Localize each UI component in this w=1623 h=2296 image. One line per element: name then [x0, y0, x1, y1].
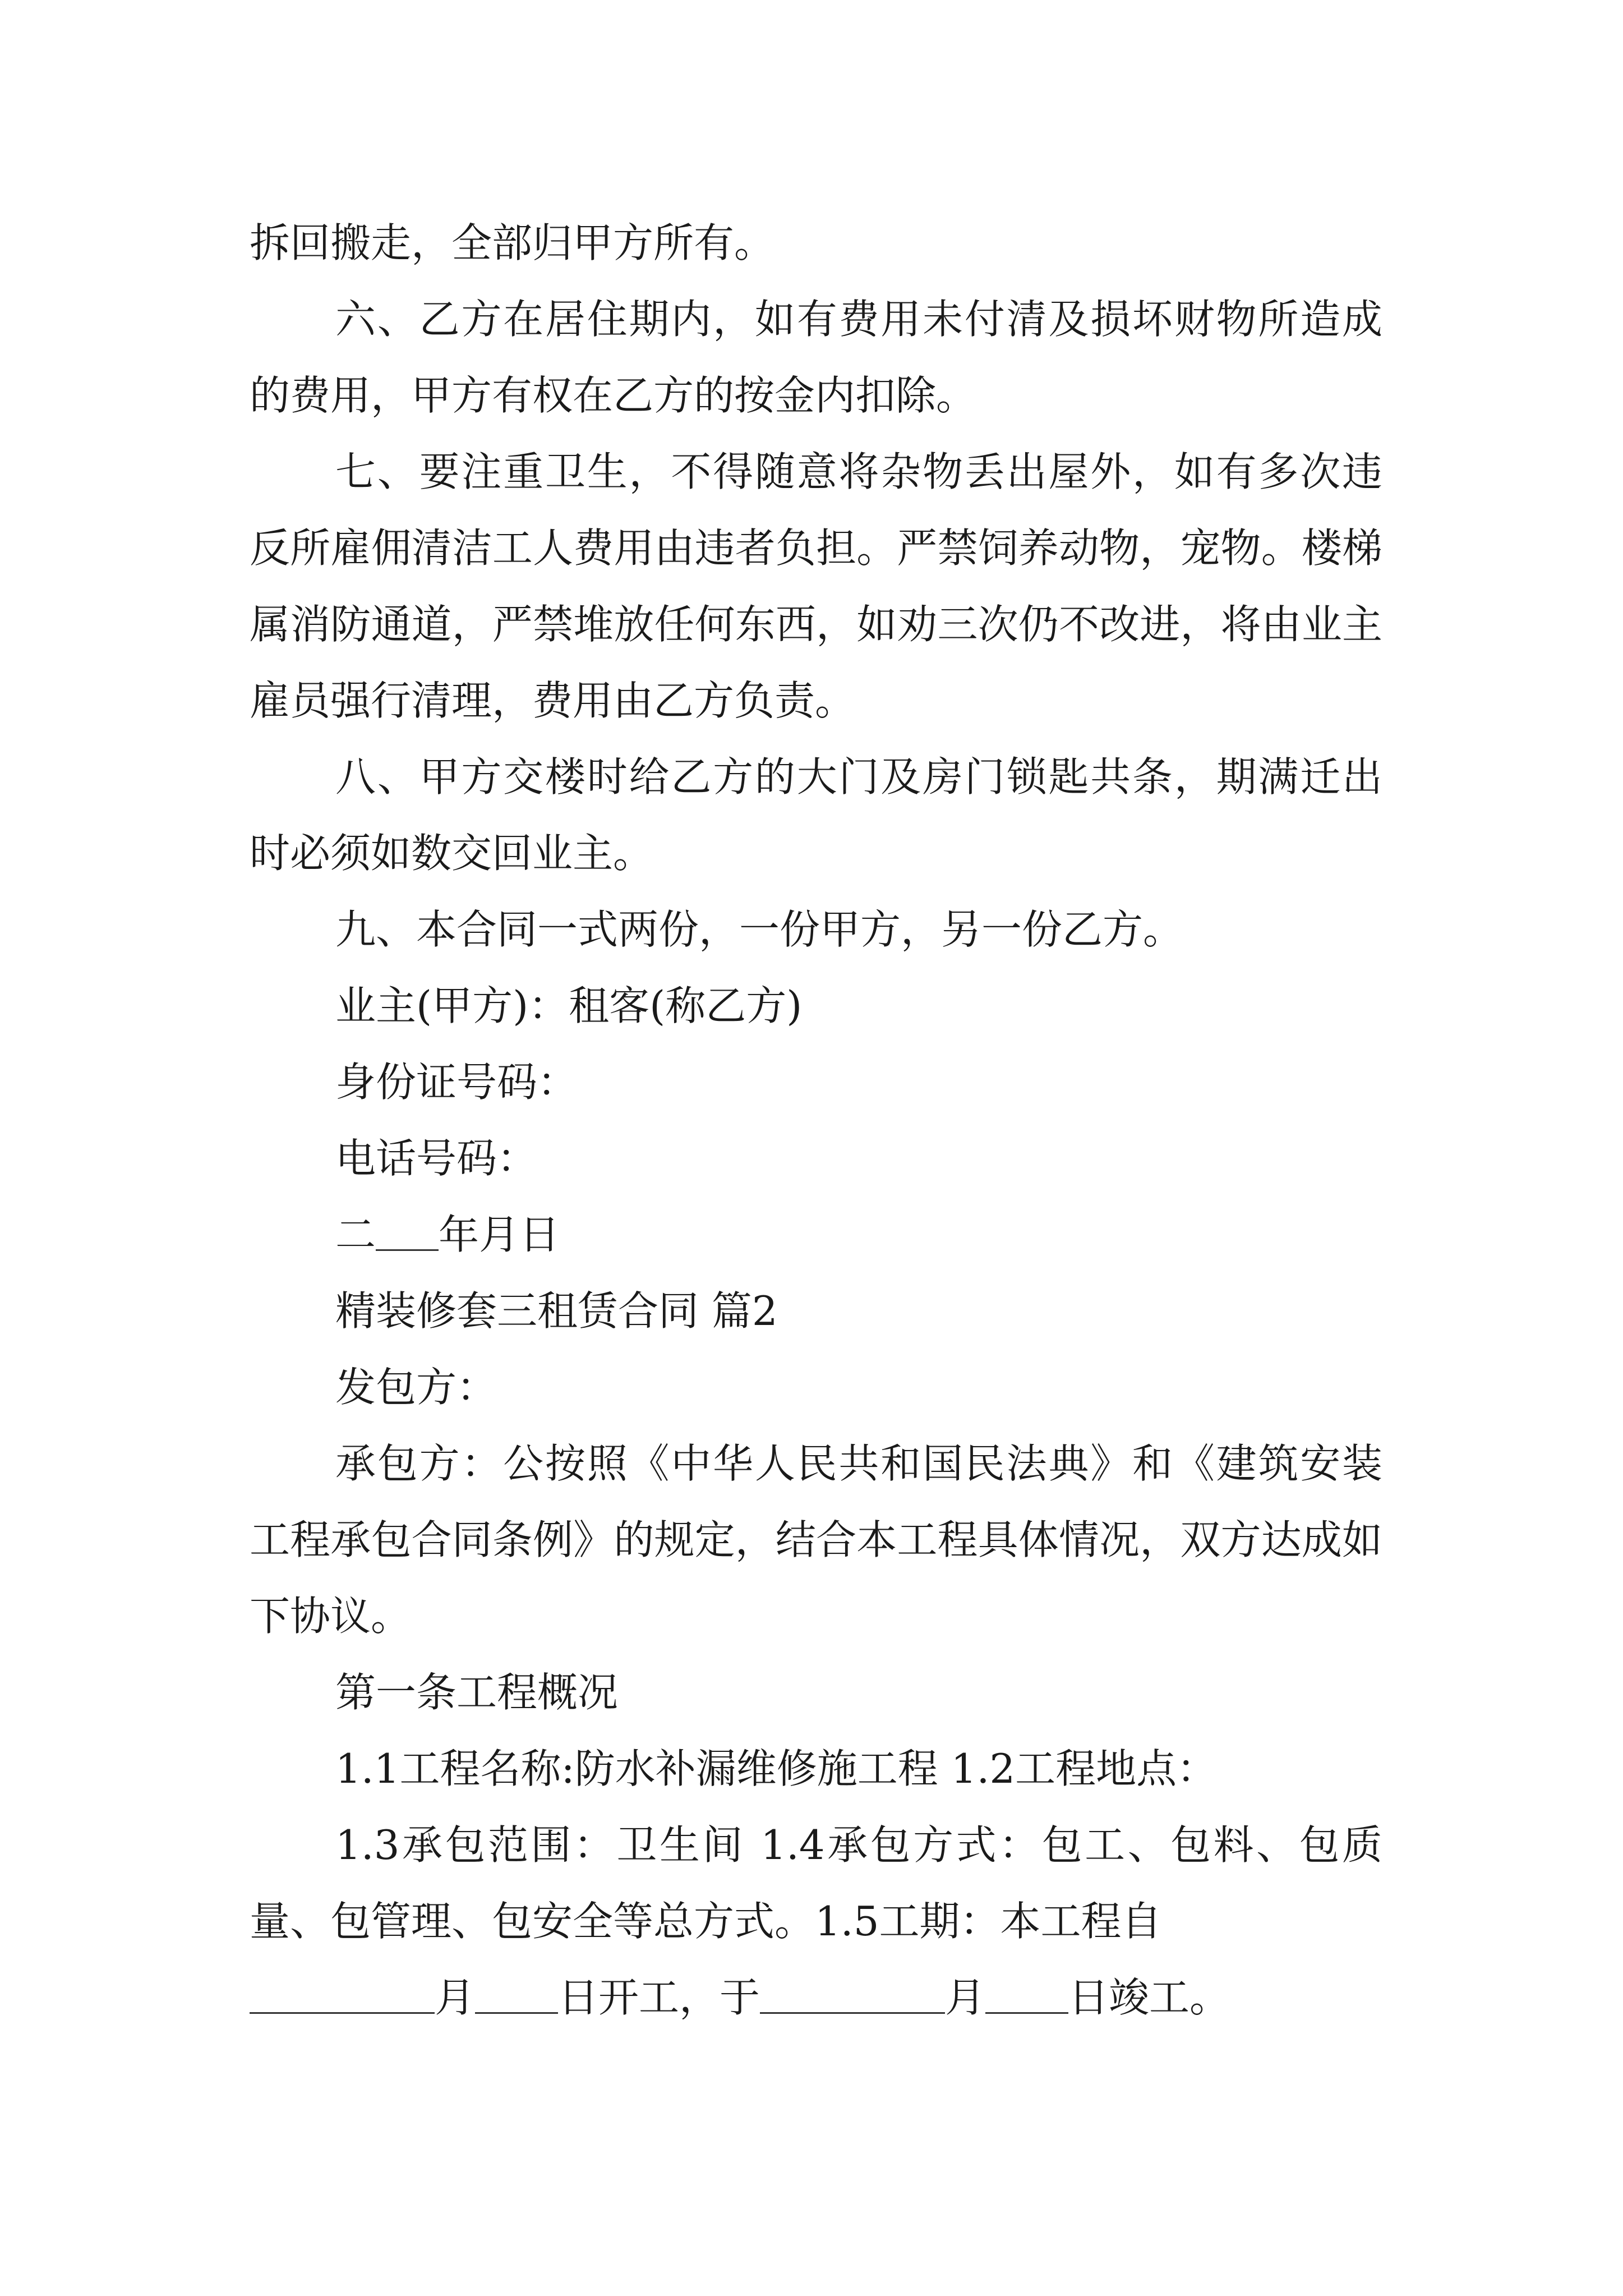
year-blank: [376, 1209, 439, 1251]
end-month-label: 月: [945, 1974, 986, 2021]
paragraph: 拆回搬走，全部归甲方所有。: [250, 219, 775, 266]
date-line: [250, 1197, 1382, 1273]
start-month-label: 月: [435, 1974, 476, 2021]
start-day-blank: [475, 1972, 558, 2014]
paragraph: 八、甲方交楼时给乙方的大门及房门锁匙共条，期满迁出时必须如数交回业主。: [250, 753, 1382, 877]
end-day-label: 日竣工。: [1068, 1974, 1230, 2021]
start-month-blank: [250, 1972, 435, 2014]
id-number-line: 身份证号码：: [335, 1059, 578, 1106]
paragraph: 承包方：公按照《中华人民共和国民法典》和《建筑安装工程承包合同条例》的规定，结合本工程具体情况，双方达成如下协议。: [250, 1440, 1382, 1640]
end-day-blank: [985, 1972, 1068, 2014]
end-month-blank: [760, 1972, 945, 2014]
paragraph: 六、乙方在居住期内，如有费用未付清及损坏财物所造成的费用，甲方有权在乙方的按金内扣除。: [250, 296, 1382, 419]
start-day-label: 日开工，于: [558, 1974, 760, 2021]
paragraph: 1.3承包范围：卫生间 1.4承包方式：包工、包料、包质量、包管理、包安全等总方式。1.5工期：本工程自: [250, 1821, 1382, 1945]
paragraph: 发包方：: [335, 1364, 497, 1411]
date-prefix: 二: [335, 1211, 376, 1258]
schedule-line: [250, 1959, 1382, 2036]
paragraph: 九、本合同一式两份，一份甲方，另一份乙方。: [335, 906, 1184, 953]
document-body: [250, 205, 1382, 2036]
section-title: 精装修套三租赁合同 篇2: [335, 1287, 778, 1335]
date-suffix: 年月日: [439, 1211, 560, 1258]
phone-number-line: 电话号码：: [335, 1135, 538, 1182]
paragraph: 1.1工程名称:防水补漏维修施工程 1.2工程地点：: [335, 1745, 1218, 1792]
paragraph: 七、要注重卫生，不得随意将杂物丢出屋外，如有多次违反所雇佣清洁工人费用由违者负担。严禁饲养动物，宠物。楼梯属消防通道，严禁堆放任何东西，如劝三次仍不改进，将由业主雇员强行清理，费用由乙方负责。: [250, 448, 1382, 724]
signature-parties-line: 业主(甲方)：租客(称乙方): [335, 982, 803, 1029]
article-heading: 第一条工程概况: [335, 1669, 619, 1716]
